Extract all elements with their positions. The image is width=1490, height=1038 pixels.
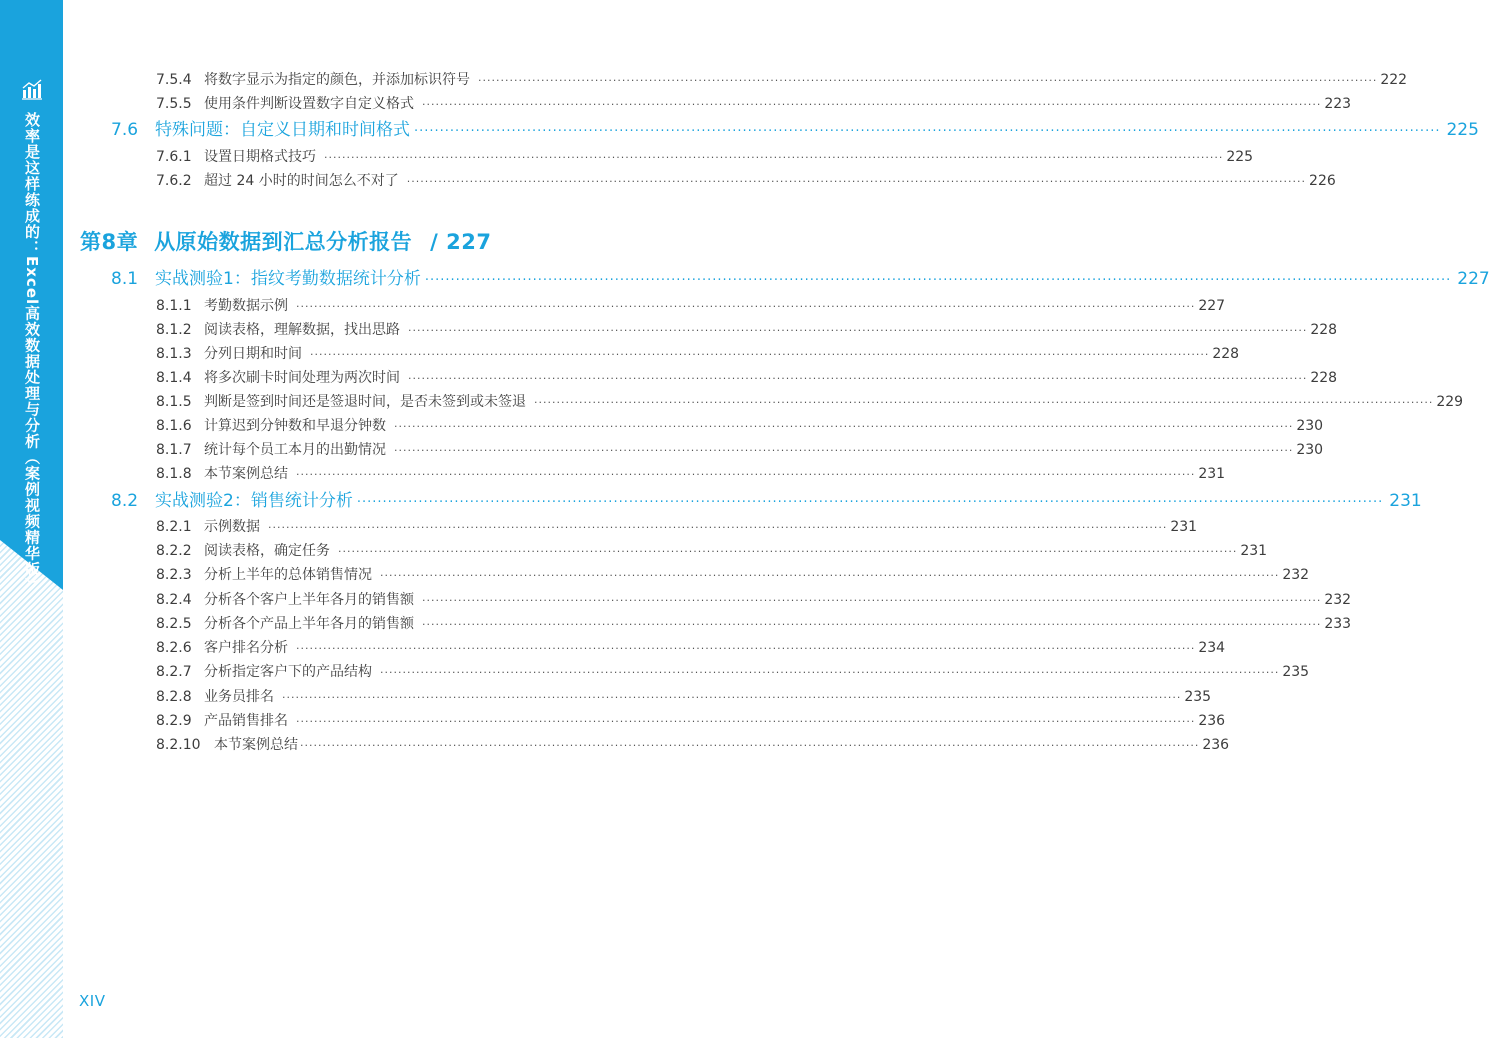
toc-item-8-1-4[interactable]: 8.1.4 将多次刷卡时间处理为两次时间 ········································································································································································································ 228 [156, 367, 669, 389]
toc-section-7-6[interactable]: 7.6 特殊问题：自定义日期和时间格式 ········································································································································································································ 225 [111, 117, 668, 143]
dot-leader: ········································································································································································································ [296, 715, 1196, 728]
dot-leader: ········································································································································································································ [408, 372, 1308, 385]
toc-item-7-5-4[interactable]: 7.5.4 将数字显示为指定的颜色，并添加标识符号 ········································································································································································································ 222 [156, 69, 669, 91]
dot-leader: ········································································································································································································ [422, 98, 1322, 111]
toc-item-8-1-1[interactable]: 8.1.1 考勤数据示例 ········································································································································································································ 227 [156, 295, 669, 317]
toc-item-8-2-9[interactable]: 8.2.9 产品销售排名 ········································································································································································································ 236 [156, 710, 669, 732]
toc-item-7-6-1[interactable]: 7.6.1 设置日期格式技巧 ········································································································································································································ 225 [156, 146, 669, 168]
dot-leader: ········································································································································································································ [356, 495, 1384, 510]
dot-leader: ········································································································································································································ [296, 300, 1196, 313]
dot-leader: ········································································································································································································ [268, 521, 1168, 534]
dot-leader: ········································································································································································································ [296, 468, 1196, 481]
toc-item-8-1-6[interactable]: 8.1.6 计算迟到分钟数和早退分钟数 ········································································································································································································ 230 [156, 415, 669, 437]
chapter-title: 从原始数据到汇总分析报告 [154, 230, 413, 254]
toc-item-8-2-3[interactable]: 8.2.3 分析上半年的总体销售情况 ········································································································································································································ 232 [156, 564, 669, 586]
toc-item-8-1-5[interactable]: 8.1.5 判断是签到时间还是签退时间，是否未签到或未签退 ········································································································································································································ 229 [156, 391, 669, 413]
dot-leader: ········································································································································································································ [478, 74, 1378, 87]
chapter-page: / 227 [430, 230, 492, 254]
toc-section-8-2[interactable]: 8.2 实战测验2：销售统计分析 ········································································································································································································ 231 [111, 488, 668, 514]
page-number: XIV [79, 992, 106, 1010]
dot-leader: ········································································································································································································ [380, 666, 1280, 679]
toc-item-8-1-8[interactable]: 8.1.8 本节案例总结 ········································································································································································································ 231 [156, 463, 669, 485]
toc-item-8-2-5[interactable]: 8.2.5 分析各个产品上半年各月的销售额 ········································································································································································································ 233 [156, 613, 669, 635]
toc-item-8-1-2[interactable]: 8.1.2 阅读表格，理解数据，找出思路 ········································································································································································································ 228 [156, 319, 669, 341]
chapter-number: 第8章 [80, 230, 139, 254]
dot-leader: ········································································································································································································ [422, 594, 1322, 607]
chapter-8-heading[interactable] [80, 226, 491, 256]
dot-leader: ········································································································································································································ [422, 618, 1322, 631]
toc-item-7-6-2[interactable]: 7.6.2 超过 24 小时的时间怎么不对了 ········································································································································································································ 226 [156, 170, 669, 192]
dot-leader: ········································································································································································································ [338, 545, 1238, 558]
dot-leader: ········································································································································································································ [406, 175, 1307, 188]
toc-item-8-2-2[interactable]: 8.2.2 阅读表格，确定任务 ········································································································································································································ 231 [156, 540, 669, 562]
dot-leader: ········································································································································································································ [380, 569, 1280, 582]
toc-section-8-1[interactable]: 8.1 实战测验1：指纹考勤数据统计分析 ········································································································································································································ 227 [111, 266, 668, 292]
dot-leader: ········································································································································································································ [408, 324, 1308, 337]
toc-item-8-2-8[interactable]: 8.2.8 业务员排名 ········································································································································································································ 235 [156, 686, 669, 708]
dot-leader: ········································································································································································································ [534, 396, 1434, 409]
toc-item-8-2-4[interactable]: 8.2.4 分析各个客户上半年各月的销售额 ········································································································································································································ 232 [156, 589, 669, 611]
toc-item-8-1-3[interactable]: 8.1.3 分列日期和时间 ········································································································································································································ 228 [156, 343, 669, 365]
dot-leader: ········································································································································································································ [424, 273, 1452, 288]
toc-item-8-2-7[interactable]: 8.2.7 分析指定客户下的产品结构 ········································································································································································································ 235 [156, 661, 669, 683]
dot-leader: ········································································································································································································ [296, 642, 1196, 655]
dot-leader: ········································································································································································································ [324, 151, 1224, 164]
dot-leader: ········································································································································································································ [394, 420, 1294, 433]
toc-item-8-2-1[interactable]: 8.2.1 示例数据 ········································································································································································································ 231 [156, 516, 669, 538]
dot-leader: ········································································································································································································ [300, 739, 1200, 752]
dot-leader: ········································································································································································································ [310, 348, 1210, 361]
dot-leader: ········································································································································································································ [394, 444, 1294, 457]
dot-leader: ········································································································································································································ [414, 124, 1441, 139]
toc-item-8-2-6[interactable]: 8.2.6 客户排名分析 ········································································································································································································ 234 [156, 637, 669, 659]
toc-item-7-5-5[interactable]: 7.5.5 使用条件判断设置数字自定义格式 ········································································································································································································ 223 [156, 93, 669, 115]
toc-item-8-1-7[interactable]: 8.1.7 统计每个员工本月的出勤情况 ········································································································································································································ 230 [156, 439, 669, 461]
toc-item-8-2-10[interactable]: 8.2.10 本节案例总结 ········································································································································································································ 236 [156, 734, 669, 756]
dot-leader: ········································································································································································································ [282, 691, 1182, 704]
book-title-vertical: 效率是这样练成的：Excel高效数据处理与分析（案例视频精华版） [23, 112, 41, 594]
